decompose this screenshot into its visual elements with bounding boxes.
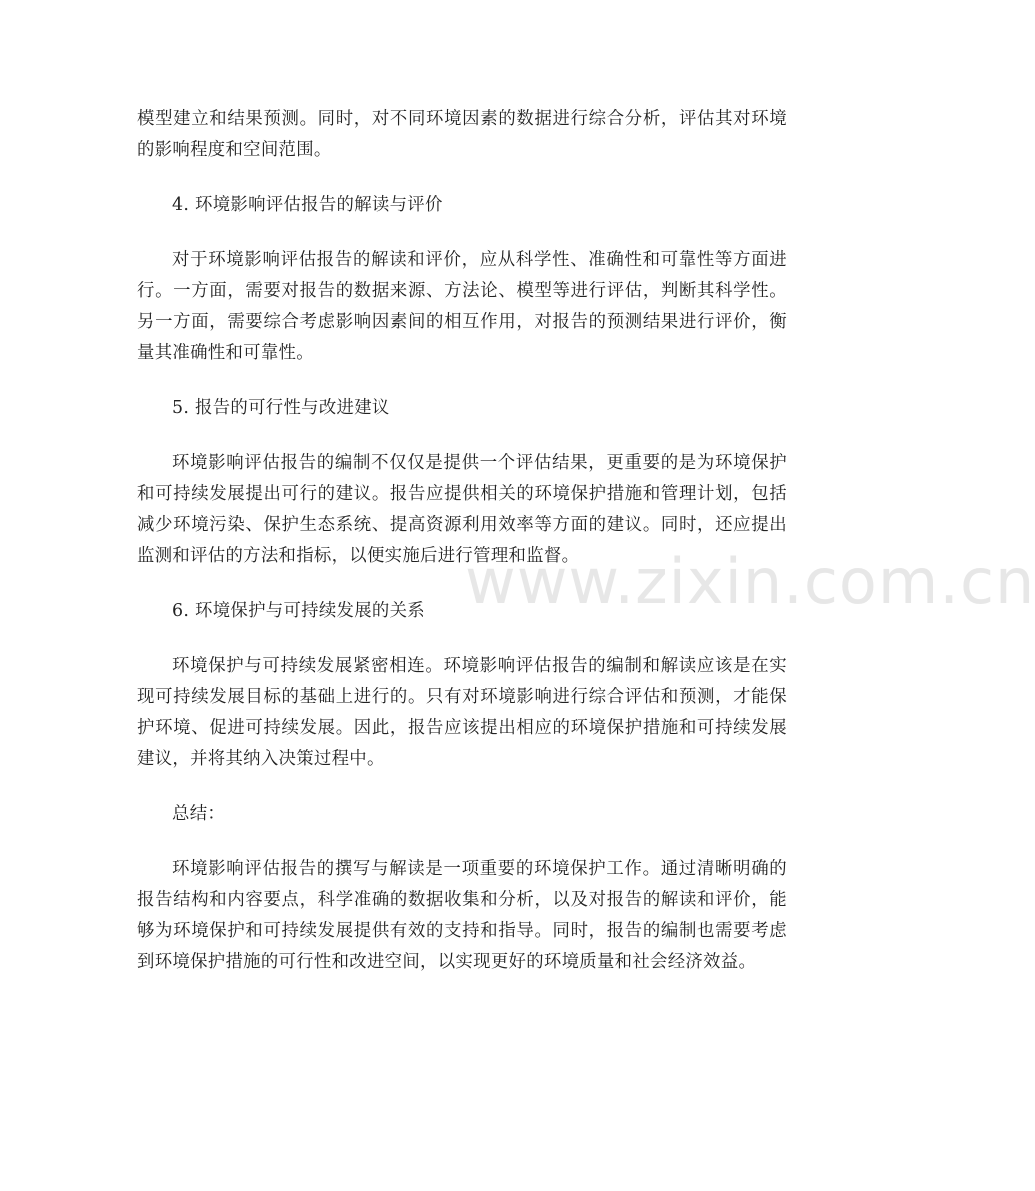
section-6-heading: 6. 环境保护与可持续发展的关系	[172, 601, 425, 621]
summary-paragraph: 环境影响评估报告的撰写与解读是一项重要的环境保护工作。通过清晰明确的报告结构和内容要点，科学准确的数据收集和分析，以及对报告的解读和评价，能够为环境保护和可持续发展提供有效的支持和指导。同时，报告的编制也需要考虑到环境保护措施的可行性和改进空间，以实现更好的环境质量和社会经济效益。	[137, 859, 787, 972]
intro-paragraph: 模型建立和结果预测。同时，对不同环境因素的数据进行综合分析，评估其对环境的影响程度和空间范围。	[137, 109, 787, 160]
watermark: www.zixin.com.cn	[465, 545, 1035, 618]
section-6-paragraph: 环境保护与可持续发展紧密相连。环境影响评估报告的编制和解读应该是在实现可持续发展目标的基础上进行的。只有对环境影响进行综合评估和预测，才能保护环境、促进可持续发展。因此，报告应该提出相应的环境保护措施和可持续发展建议，并将其纳入决策过程中。	[137, 656, 787, 769]
section-5-paragraph: 环境影响评估报告的编制不仅仅是提供一个评估结果，更重要的是为环境保护和可持续发展提出可行的建议。报告应提供相关的环境保护措施和管理计划，包括减少环境污染、保护生态系统、提高资源利用效率等方面的建议。同时，还应提出监测和评估的方法和指标，以便实施后进行管理和监督。	[137, 453, 787, 566]
summary-heading: 总结：	[172, 804, 226, 824]
document-page	[137, 104, 787, 1002]
section-4-paragraph: 对于环境影响评估报告的解读和评价，应从科学性、准确性和可靠性等方面进行。一方面，需要对报告的数据来源、方法论、模型等进行评估，判断其科学性。另一方面，需要综合考虑影响因素间的相互作用，对报告的预测结果进行评价，衡量其准确性和可靠性。	[137, 250, 787, 363]
section-4-heading: 4. 环境影响评估报告的解读与评价	[172, 195, 443, 215]
section-5-heading: 5. 报告的可行性与改进建议	[172, 398, 390, 418]
